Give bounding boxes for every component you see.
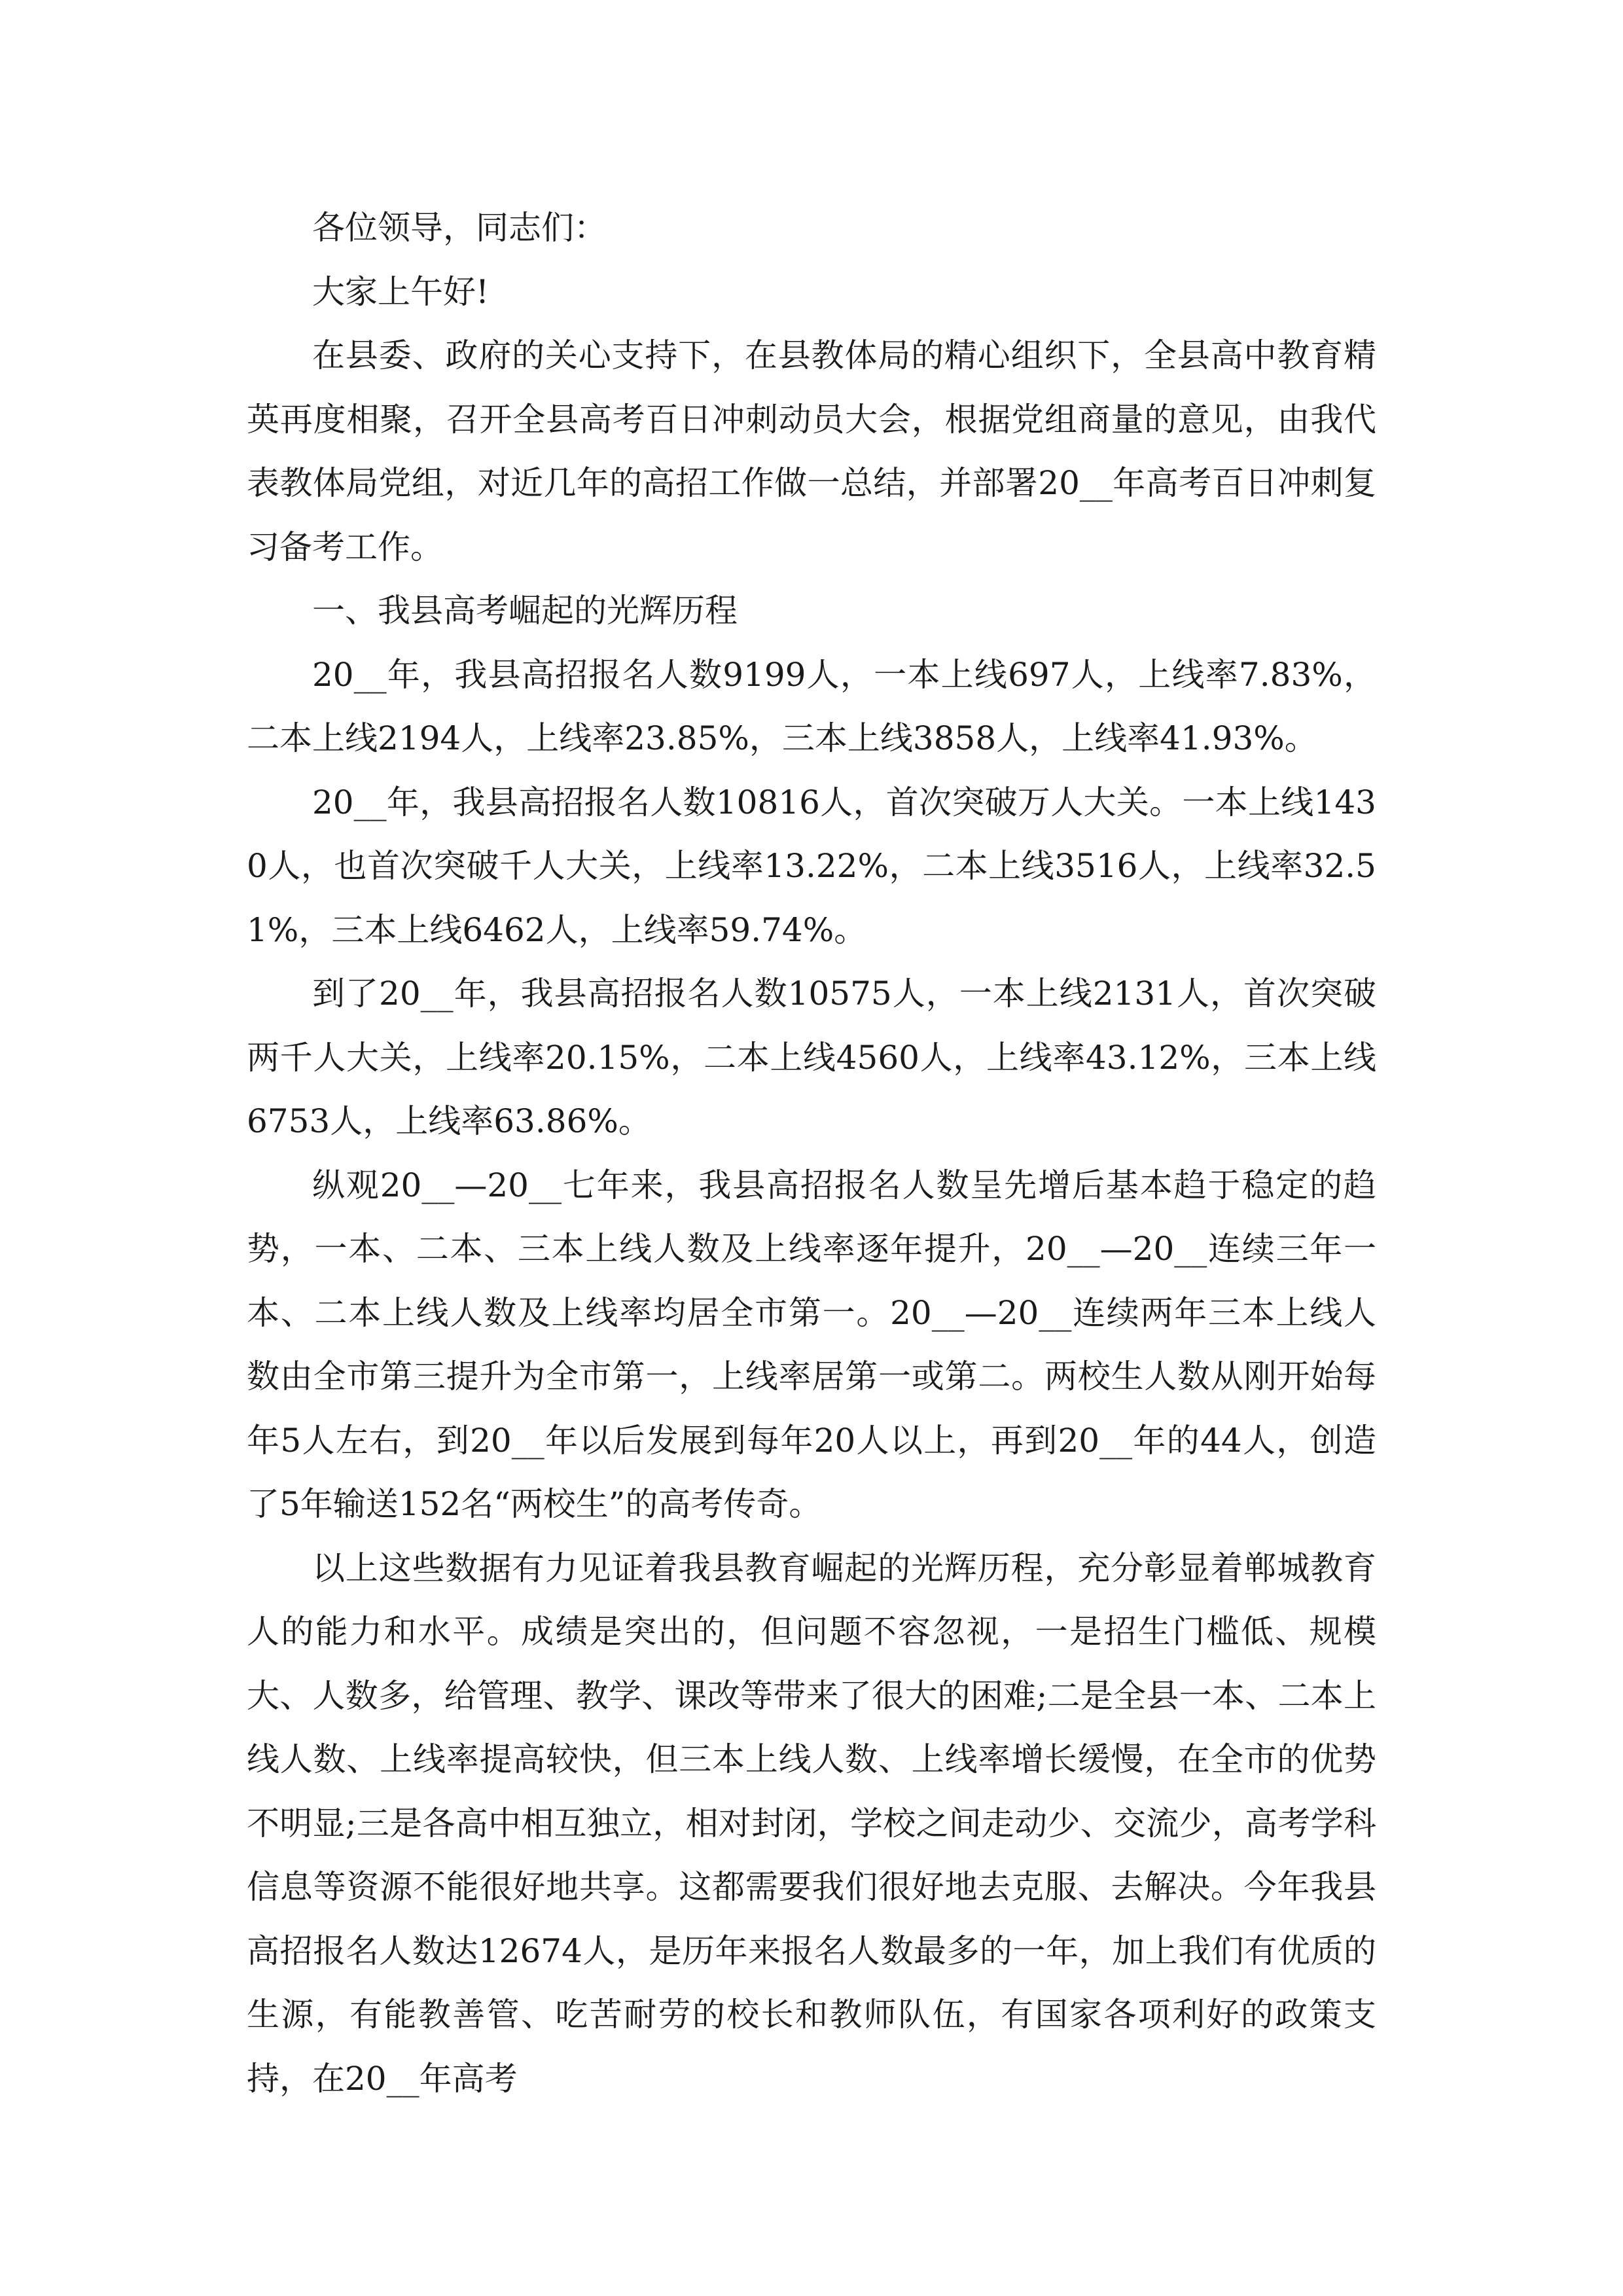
greeting: 大家上午好! bbox=[312, 272, 490, 311]
section-heading: 一、我县高考崛起的光辉历程 bbox=[312, 592, 738, 630]
paragraph-year-3: 到了20__年，我县高招报名人数10575人，一本上线2131人，首次突破两千人大关，上线率20.15%，二本上线4560人，上线率43.12%，三本上线6753人，上线率63.86%。 bbox=[247, 975, 1376, 1140]
paragraph-analysis: 以上这些数据有力见证着我县教育崛起的光辉历程，充分彰显着郸城教育人的能力和水平。成绩是突出的，但问题不容忽视，一是招生门槛低、规模大、人数多，给管理、教学、课改等带来了很大的困难;二是全县一本、二本上线人数、上线率提高较快，但三本上线人数、上线率增长缓慢，在全市的优势不明显;三是各高中相互独立，相对封闭，学校之间走动少、交流少，高考学科信息等资源不能很好地共享。这都需要我们很好地去克服、去解决。今年我县高招报名人数达12674人，是历年来报名人数最多的一年，加上我们有优质的生源，有能教善管、吃苦耐劳的校长和教师队伍，有国家各项利好的政策支持，在20__年高考 bbox=[247, 1549, 1376, 2098]
paragraph-year-2: 20__年，我县高招报名人数10816人，首次突破万人大关。一本上线1430人，也首次突破千人大关，上线率13.22%，二本上线3516人，上线率32.51%，三本上线6462人，上线率59.74%。 bbox=[247, 783, 1376, 949]
paragraph-year-1: 20__年，我县高招报名人数9199人，一本上线697人，上线率7.83%，二本上线2194人，上线率23.85%，三本上线3858人，上线率41.93%。 bbox=[247, 655, 1376, 757]
document-body bbox=[247, 196, 1376, 2111]
salutation: 各位领导，同志们： bbox=[312, 209, 607, 247]
paragraph-intro: 在县委、政府的关心支持下，在县教体局的精心组织下，全县高中教育精英再度相聚，召开全县高考百日冲刺动员大会，根据党组商量的意见，由我代表教体局党组，对近几年的高招工作做一总结，并部署20__年高考百日冲刺复习备考工作。 bbox=[247, 336, 1376, 566]
paragraph-overview: 纵观20__—20__七年来，我县高招报名人数呈先增后基本趋于稳定的趋势，一本、二本、三本上线人数及上线率逐年提升，20__—20__连续三年一本、二本上线人数及上线率均居全市第一。20__—20__连续两年三本上线人数由全市第三提升为全市第一，上线率居第一或第二。两校生人数从刚开始每年5人左右，到20__年以后发展到每年20人以上，再到20__年的44人，创造了5年输送152名“两校生”的高考传奇。 bbox=[247, 1166, 1376, 1523]
